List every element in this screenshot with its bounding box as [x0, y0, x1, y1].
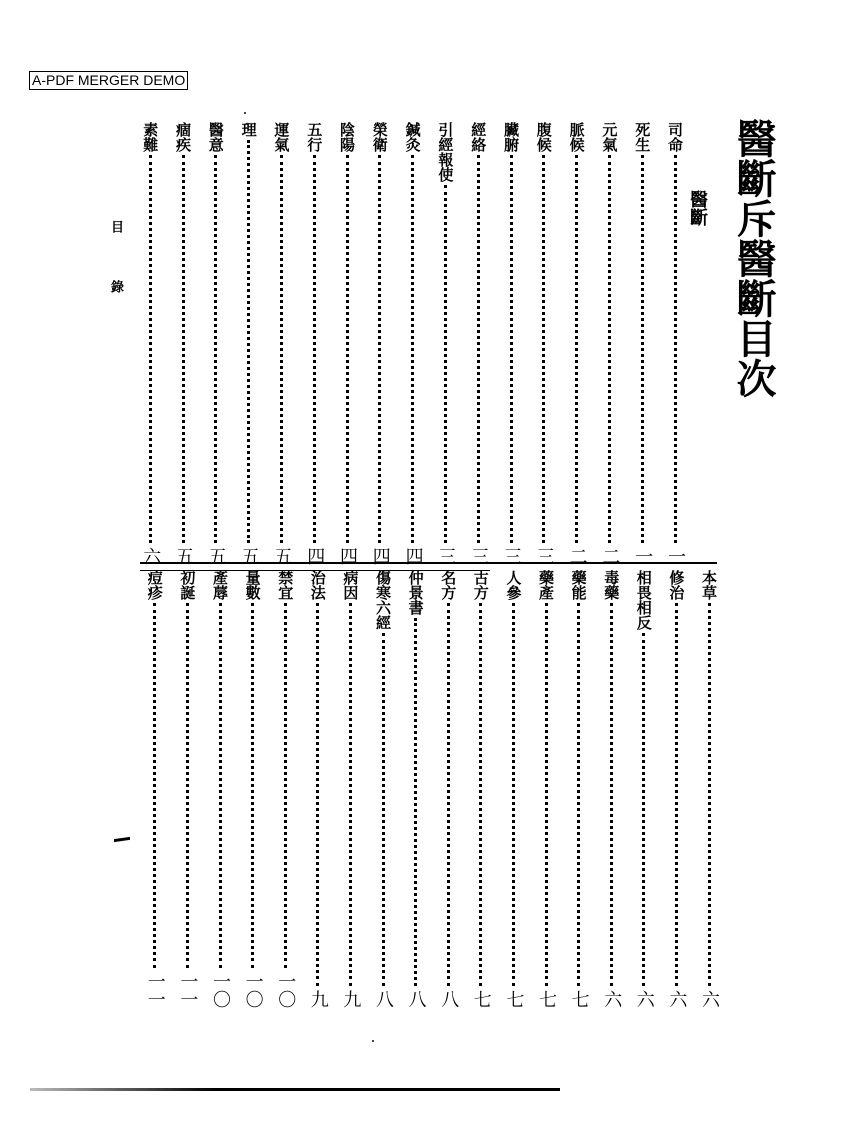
- leader-dots: [346, 155, 349, 543]
- pdf-merger-demo-banner: A-PDF MERGER DEMO: [29, 71, 188, 90]
- leader-dots: [675, 603, 678, 986]
- leader-dots: [149, 155, 152, 543]
- toc-entry-label: 醫意: [206, 122, 225, 152]
- leader-dots: [577, 603, 580, 986]
- toc-entry-label: 理: [239, 122, 258, 137]
- toc-entry-body: [271, 122, 291, 565]
- leader-dots: [642, 633, 645, 986]
- leader-dots: [414, 618, 417, 986]
- leader-dots: [313, 155, 316, 543]
- toc-entry-page: 一〇: [210, 972, 231, 1008]
- toc-title: 醫斷斥醫斷目次: [730, 118, 777, 398]
- toc-entry-body: [601, 570, 621, 1008]
- toc-entry-page: 一一: [177, 972, 199, 1008]
- toc-entry-label: 死生: [633, 122, 652, 152]
- side-mark-mu: 目: [108, 220, 123, 233]
- toc-entry-body: [403, 122, 423, 565]
- leader-dots: [542, 155, 545, 543]
- toc-entry-page: 一〇: [242, 972, 264, 1008]
- toc-entry-label: 名方: [439, 570, 458, 600]
- leader-dots: [182, 155, 185, 543]
- toc-entry-page: 四: [304, 547, 326, 565]
- toc-entry-page: 八: [438, 990, 460, 1008]
- leader-dots: [349, 603, 352, 986]
- side-mark-lu: 錄: [108, 280, 123, 293]
- leader-dots: [411, 155, 414, 543]
- toc-entry-body: [210, 570, 230, 1008]
- leader-dots: [214, 155, 217, 543]
- toc-entry-page: 二: [599, 547, 621, 565]
- toc-entry-body: [340, 570, 360, 1008]
- leader-dots: [186, 603, 189, 968]
- leader-dots: [447, 603, 450, 986]
- toc-entry-page: 五: [173, 547, 194, 565]
- toc-entry-body: [406, 570, 426, 1008]
- toc-entry-body: [304, 122, 324, 565]
- toc-entry-body: [468, 122, 488, 565]
- toc-entry-body: [567, 122, 587, 565]
- toc-entry-body: [239, 122, 259, 565]
- toc-entry-label: 司命: [666, 122, 684, 152]
- speck: [372, 1040, 374, 1042]
- toc-entry-page: 四: [369, 547, 391, 565]
- toc-entry-label: 毒藥: [602, 570, 621, 600]
- leader-dots: [251, 603, 254, 968]
- toc-entry-label: 禁宜: [276, 570, 295, 600]
- toc-entry-label: 相畏相反: [634, 570, 653, 630]
- toc-entry-body: [634, 570, 654, 1008]
- leader-dots: [674, 155, 677, 543]
- leader-dots: [608, 155, 611, 543]
- toc-entry-body: [666, 570, 686, 1008]
- toc-entry-label: 陰陽: [338, 122, 356, 152]
- toc-entry-page: 四: [402, 547, 424, 565]
- leader-dots: [641, 155, 644, 543]
- toc-entry-page: 四: [337, 547, 358, 565]
- toc-entry-body: [599, 122, 619, 565]
- toc-entry-body: [501, 122, 521, 565]
- toc-entry-body: [569, 570, 589, 1008]
- toc-entry-label: 古方: [471, 570, 490, 600]
- toc-entry-page: 七: [470, 990, 492, 1008]
- toc-entry-page: 七: [536, 990, 557, 1008]
- toc-entry-page: 五: [205, 547, 227, 565]
- leader-dots: [575, 155, 578, 543]
- toc-entry-page: 三: [468, 547, 490, 565]
- leader-dots: [153, 603, 156, 968]
- toc-entry-body: [536, 570, 556, 1008]
- toc-entry-body: [435, 122, 455, 565]
- toc-entry-body: [173, 122, 193, 565]
- leader-dots: [708, 603, 711, 986]
- leader-dots: [477, 155, 480, 543]
- toc-entry-page: 七: [503, 990, 525, 1008]
- toc-entry-body: [337, 122, 357, 565]
- leader-dots: [247, 140, 250, 543]
- leader-dots: [610, 603, 613, 986]
- toc-entry-body: [206, 122, 226, 565]
- toc-entry-label: 人參: [504, 570, 523, 600]
- toc-entry-page: 七: [568, 990, 590, 1008]
- toc-entry-page: 六: [699, 990, 720, 1008]
- toc-entry-page: 五: [271, 547, 293, 565]
- toc-entry-label: 藥產: [537, 570, 555, 600]
- toc-entry-page: 九: [340, 990, 362, 1008]
- toc-entry-label: 脈候: [567, 122, 586, 152]
- toc-entry-page: 六: [601, 990, 623, 1008]
- toc-entry-label: 臟腑: [502, 122, 520, 152]
- toc-entry-body: [665, 122, 685, 565]
- bottom-rule: [30, 1088, 560, 1091]
- toc-entry-page: 九: [307, 990, 329, 1008]
- toc-entry-label: 修治: [667, 570, 686, 600]
- leader-dots: [512, 603, 515, 986]
- toc-entry-label: 本草: [700, 570, 718, 600]
- toc-entry-body: [438, 570, 458, 1008]
- toc-entry-label: 腹候: [534, 122, 553, 152]
- toc-entry-body: [503, 570, 523, 1008]
- toc-entry-body: [275, 570, 295, 1008]
- toc-entry-label: 痘疹: [145, 570, 164, 600]
- leader-dots: [444, 185, 447, 543]
- toc-entry-page: 三: [435, 547, 457, 565]
- toc-entry-page: 八: [405, 990, 427, 1008]
- leader-dots: [219, 603, 222, 968]
- toc-entry-label: 產蓐: [211, 570, 229, 600]
- toc-entry-page: 五: [238, 547, 260, 565]
- toc-entry-label: 傷寒六經: [374, 570, 392, 630]
- speck: [244, 112, 246, 114]
- toc-entry-body: [471, 570, 491, 1008]
- toc-entry-body: [145, 570, 165, 1008]
- toc-entry-label: 仲景書: [406, 570, 425, 615]
- leader-dots: [510, 155, 513, 543]
- toc-entry-page: 三: [533, 547, 555, 565]
- toc-entry-body: [177, 570, 197, 1008]
- toc-entry-label: 運氣: [272, 122, 291, 152]
- toc-entry-body: [308, 570, 328, 1008]
- toc-subtitle: 醫斷: [687, 190, 708, 226]
- toc-entry-label: 元氣: [600, 122, 619, 152]
- toc-entry-page: 一: [665, 547, 686, 565]
- toc-entry-page: 六: [633, 990, 655, 1008]
- toc-entry-page: 一: [632, 547, 654, 565]
- leader-dots: [378, 155, 381, 543]
- toc-entry-label: 治法: [308, 570, 327, 600]
- leader-dots: [316, 603, 319, 986]
- toc-entry-label: 榮衛: [370, 122, 389, 152]
- toc-entry-page: 二: [566, 547, 588, 565]
- toc-entry-body: [140, 122, 160, 565]
- toc-entry-page: 六: [666, 990, 688, 1008]
- leader-dots: [280, 155, 283, 543]
- toc-entry-body: [373, 570, 393, 1008]
- toc-entry-label: 引經報使: [436, 122, 455, 182]
- leader-dots: [284, 603, 287, 968]
- toc-entry-label: 痼疾: [174, 122, 192, 152]
- leader-dots: [545, 603, 548, 986]
- toc-entry-label: 量數: [243, 570, 262, 600]
- leader-dots: [382, 633, 385, 986]
- toc-entry-page: 一一: [144, 972, 166, 1008]
- toc-entry-label: 五行: [305, 122, 324, 152]
- toc-entry-label: 藥能: [569, 570, 588, 600]
- page-folio-mark: [114, 837, 130, 842]
- toc-entry-label: 初誕: [178, 570, 197, 600]
- toc-entry-page: 六: [140, 547, 162, 565]
- toc-entry-body: [699, 570, 719, 1008]
- leader-dots: [479, 603, 482, 986]
- toc-entry-body: [243, 570, 263, 1008]
- toc-entry-body: [534, 122, 554, 565]
- toc-entry-label: 病因: [341, 570, 360, 600]
- toc-entry-body: [370, 122, 390, 565]
- toc-entry-page: 一〇: [275, 972, 297, 1008]
- toc-entry-label: 經絡: [469, 122, 488, 152]
- toc-entry-label: 鍼灸: [403, 122, 422, 152]
- toc-entry-label: 素難: [141, 122, 160, 152]
- toc-entry-body: [632, 122, 652, 565]
- toc-entry-page: 八: [373, 990, 394, 1008]
- toc-entry-page: 三: [501, 547, 522, 565]
